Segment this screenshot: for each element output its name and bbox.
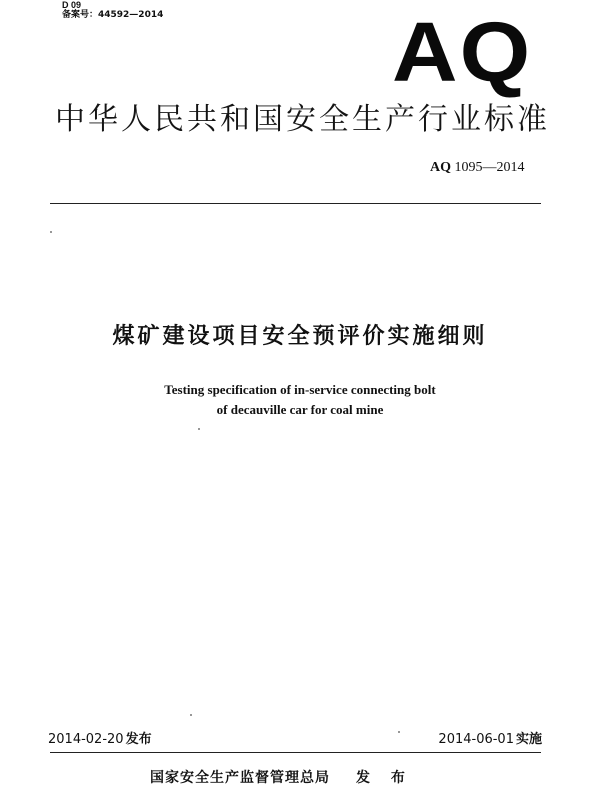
scan-speck xyxy=(398,731,400,733)
issue-date-label: 发布 xyxy=(125,732,152,747)
standard-prefix: AQ xyxy=(430,160,451,175)
classification-code: D 09 xyxy=(62,0,82,10)
issuing-authority xyxy=(150,769,413,787)
implementation-date-label: 实施 xyxy=(515,732,542,747)
header-divider xyxy=(50,203,541,204)
english-title-line-2: of decauville car for coal mine xyxy=(216,402,384,417)
record-number: 备案号：44592—2014 xyxy=(62,10,164,20)
scan-speck xyxy=(198,428,200,430)
issue-date-value: 2014-02-20 xyxy=(48,732,124,747)
implementation-date xyxy=(438,732,542,748)
english-title-line-1: Testing specification of in-service connecting bolt xyxy=(164,382,436,397)
scan-speck xyxy=(190,714,192,716)
document-title-english xyxy=(60,380,540,420)
aq-logo: AQ xyxy=(392,5,533,99)
standard-number-value: 1095—2014 xyxy=(454,160,525,175)
document-title-chinese: 煤矿建设项目安全预评价实施细则 xyxy=(112,324,488,349)
footer-divider xyxy=(50,752,541,753)
issuer-name: 国家安全生产监督管理总局 xyxy=(150,770,330,786)
issuer-action: 发 布 xyxy=(356,770,413,786)
scan-speck xyxy=(50,231,52,233)
implementation-date-value: 2014-06-01 xyxy=(438,732,514,747)
standard-category-title: 中华人民共和国安全生产行业标准 xyxy=(55,102,550,137)
standard-number xyxy=(430,160,525,176)
issue-date xyxy=(48,732,152,748)
